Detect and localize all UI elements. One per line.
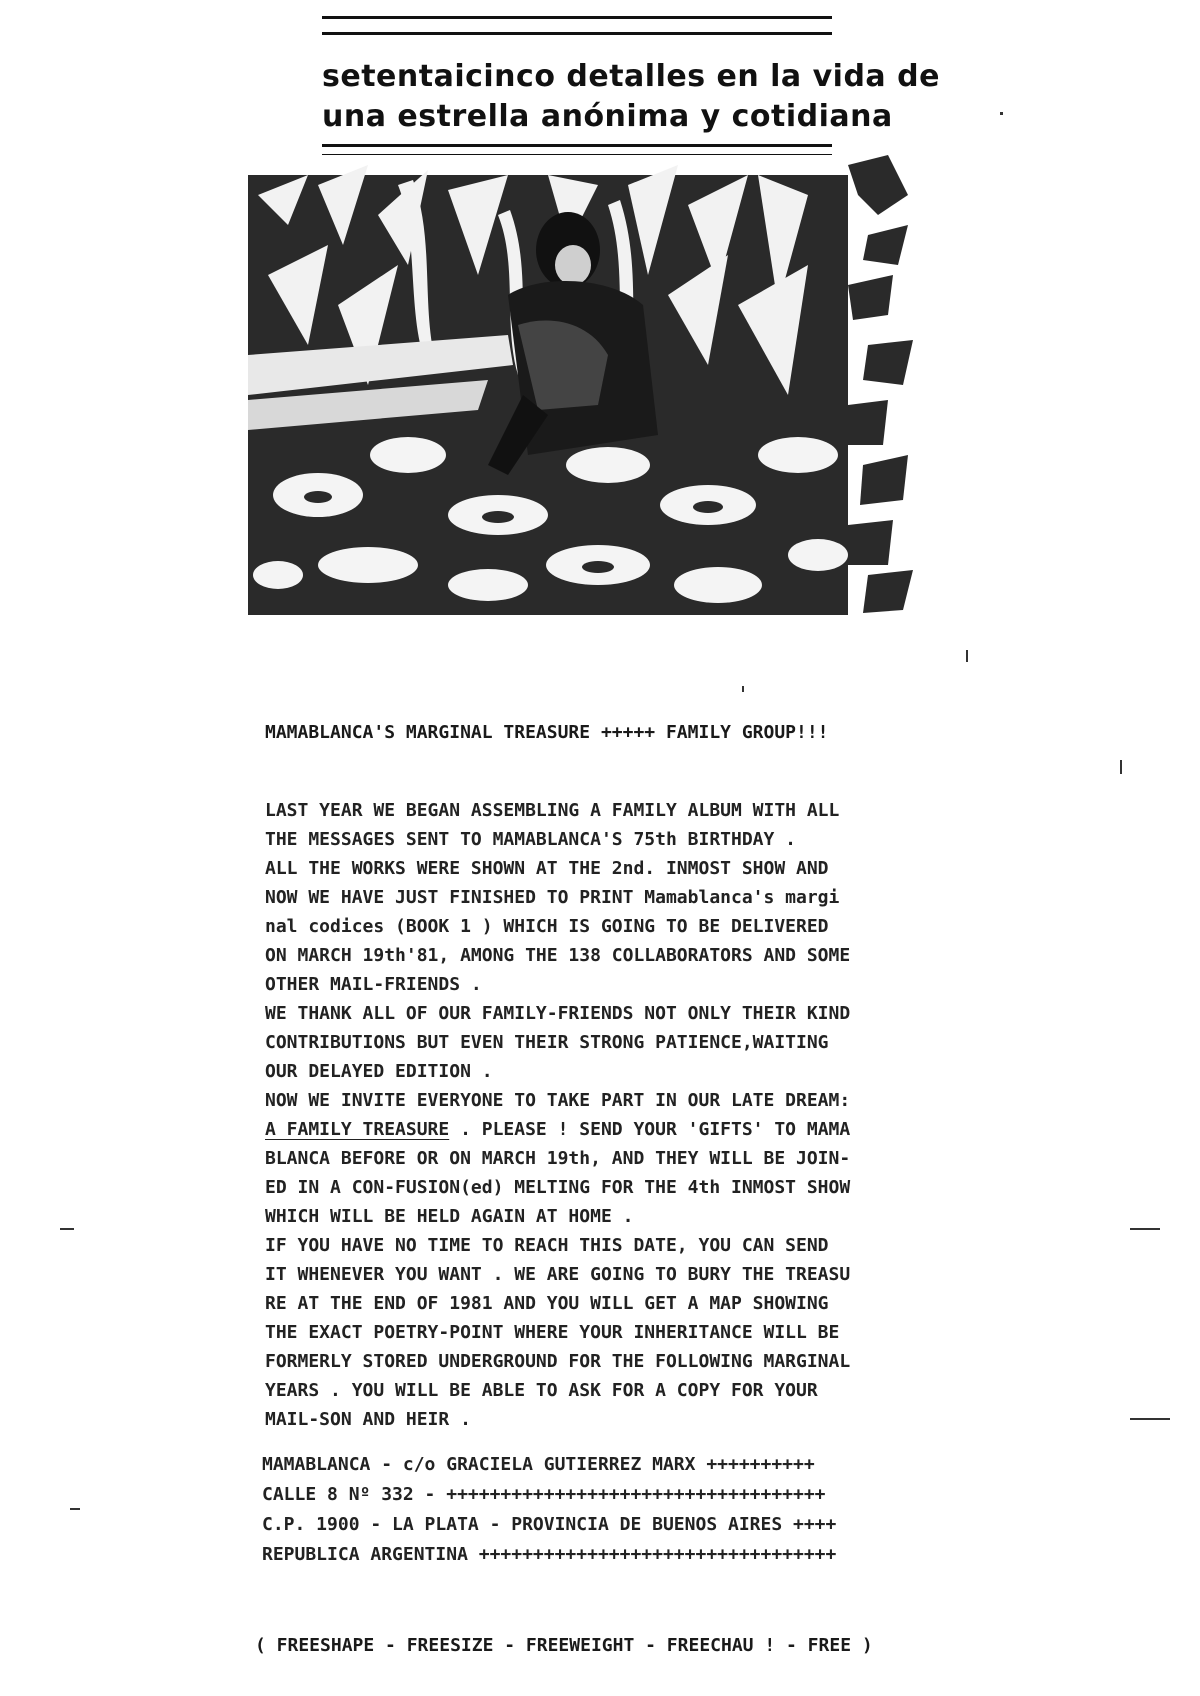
body-line: IF YOU HAVE NO TIME TO REACH THIS DATE, YOU CAN SEND [265, 1235, 829, 1256]
top-rule-second [322, 32, 832, 35]
body-line: WHICH WILL BE HELD AGAIN AT HOME . [265, 1206, 634, 1227]
body-line-underlined [265, 1115, 850, 1144]
body-line: OTHER MAIL-FRIENDS . [265, 974, 482, 995]
address-line: C.P. 1900 - LA PLATA - PROVINCIA DE BUENOS AIRES ++++ [262, 1514, 837, 1535]
margin-speck [60, 1228, 74, 1230]
body-line: ED IN A CON-FUSION(ed) MELTING FOR THE 4th INMOST SHOW [265, 1177, 851, 1198]
body-line: MAIL-SON AND HEIR . [265, 1409, 471, 1430]
body-line: BLANCA BEFORE OR ON MARCH 19th, AND THEY WILL BE JOIN- [265, 1148, 851, 1169]
margin-speck [1120, 760, 1122, 774]
body-line: ON MARCH 19th'81, AMONG THE 138 COLLABORATORS AND SOME [265, 945, 851, 966]
bottom-rule [322, 144, 832, 147]
body-line: FORMERLY STORED UNDERGROUND FOR THE FOLLOWING MARGINAL [265, 1351, 851, 1372]
body-line: YEARS . YOU WILL BE ABLE TO ASK FOR A COPY FOR YOUR [265, 1380, 818, 1401]
body-line: NOW WE HAVE JUST FINISHED TO PRINT Mamablanca's margi [265, 887, 840, 908]
address-line: CALLE 8 Nº 332 - +++++++++++++++++++++++++++++++++++ [262, 1484, 826, 1505]
body-line: NOW WE INVITE EVERYONE TO TAKE PART IN OUR LATE DREAM: [265, 1090, 851, 1111]
title-header [322, 16, 940, 156]
garden-photo [248, 155, 928, 615]
body-line: OUR DELAYED EDITION . [265, 1061, 493, 1082]
body-line: nal codices (BOOK 1 ) WHICH IS GOING TO BE DELIVERED [265, 916, 829, 937]
title-line-2: una estrella anónima y cotidiana [322, 99, 893, 134]
margin-speck [1000, 112, 1003, 115]
address-line: REPUBLICA ARGENTINA +++++++++++++++++++++++++++++++++ [262, 1544, 837, 1565]
document-heading: MAMABLANCA'S MARGINAL TREASURE +++++ FAMILY GROUP!!! [265, 722, 829, 743]
body-line: IT WHENEVER YOU WANT . WE ARE GOING TO BURY THE TREASU [265, 1264, 851, 1285]
margin-speck [742, 686, 744, 692]
body-line: CONTRIBUTIONS BUT EVEN THEIR STRONG PATIENCE,WAITING [265, 1032, 829, 1053]
margin-speck [70, 1508, 80, 1510]
margin-speck [966, 650, 968, 662]
top-rule [322, 16, 832, 19]
body-line-rest: . PLEASE ! SEND YOUR 'GIFTS' TO MAMA [449, 1119, 851, 1140]
body-line: LAST YEAR WE BEGAN ASSEMBLING A FAMILY ALBUM WITH ALL [265, 800, 840, 821]
margin-speck [1130, 1418, 1170, 1420]
body-line: WE THANK ALL OF OUR FAMILY-FRIENDS NOT ONLY THEIR KIND [265, 1003, 851, 1024]
footer-slogan: ( FREESHAPE - FREESIZE - FREEWEIGHT - FREECHAU ! - FREE ) [255, 1635, 873, 1656]
family-treasure-underline: A FAMILY TREASURE [265, 1119, 450, 1140]
body-text [265, 796, 850, 1434]
body-line: THE MESSAGES SENT TO MAMABLANCA'S 75th BIRTHDAY . [265, 829, 797, 850]
body-line: THE EXACT POETRY-POINT WHERE YOUR INHERITANCE WILL BE [265, 1322, 840, 1343]
address-line: MAMABLANCA - c/o GRACIELA GUTIERREZ MARX ++++++++++ [262, 1454, 815, 1475]
margin-speck [1130, 1228, 1160, 1230]
body-line: ALL THE WORKS WERE SHOWN AT THE 2nd. INMOST SHOW AND [265, 858, 829, 879]
title-line-1: setentaicinco detalles en la vida de [322, 59, 940, 94]
mailing-address [262, 1450, 836, 1570]
body-line: RE AT THE END OF 1981 AND YOU WILL GET A MAP SHOWING [265, 1293, 829, 1314]
